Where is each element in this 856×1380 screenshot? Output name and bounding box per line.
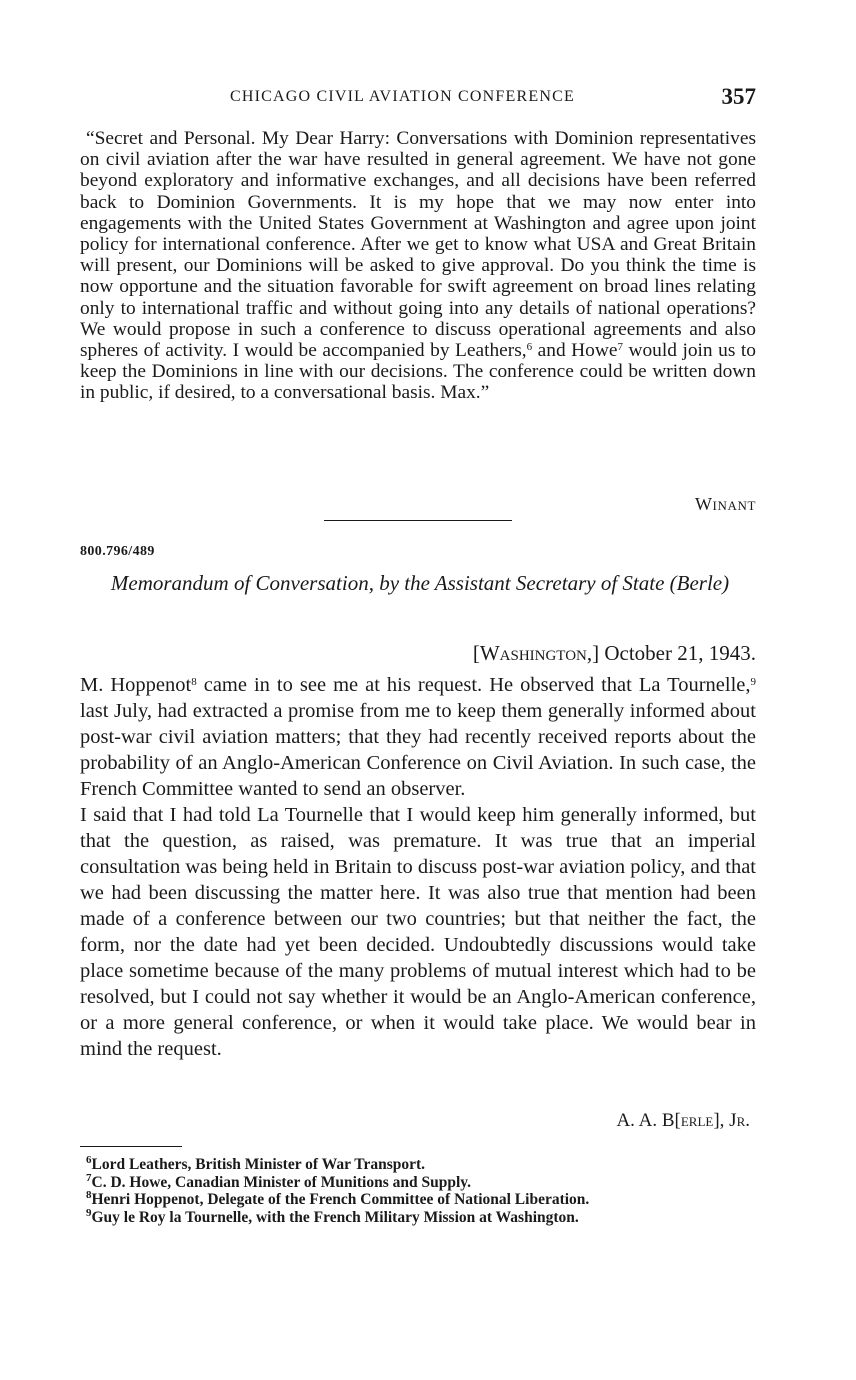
memo-p1-c: last July, had extracted a promise from me to keep them generally informed about post-war civil aviation matters; that they had recently received reports about the probability of an Anglo-American Conference on Civil Aviation. In such case, the French Committee wanted to send an observer. (80, 700, 756, 800)
footnote-marker: 9 (86, 1206, 92, 1219)
footnote-ref-8[interactable]: 8 (191, 676, 197, 688)
running-head (80, 84, 756, 112)
footnote-text: Lord Leathers, British Minister of War Transport. (91, 1156, 426, 1173)
footnote-text: C. D. Howe, Canadian Minister of Munitions and Supply. (91, 1173, 472, 1191)
signature-prefix: A. A. B (616, 1110, 675, 1131)
signature-suffix: , Jr. (719, 1110, 750, 1131)
footnote-6 (80, 1156, 756, 1174)
signature-bracket: [erle] (674, 1110, 720, 1131)
file-number: 800.796/489 (80, 544, 155, 559)
telegram-text-part3: would join us to keep the Dominions in line with our decisions. The conference could be written down in public, if desired, to a conversational basis. Max.” (80, 340, 756, 404)
memo-title: Memorandum of Conversation, by the Assistant Secretary of State (Berle) (110, 571, 730, 595)
footnote-9 (80, 1206, 756, 1227)
footnote-ref-9[interactable]: 9 (750, 676, 757, 688)
footnote-marker: 8 (86, 1189, 92, 1202)
running-title: CHICAGO CIVIL AVIATION CONFERENCE (230, 88, 575, 105)
footnote-rule (80, 1146, 182, 1147)
footnote-marker: 6 (86, 1154, 92, 1166)
memo-signature (616, 1110, 750, 1132)
telegram-text (80, 128, 756, 404)
dateline-date: October 21, 1943. (599, 641, 756, 665)
memo-dateline (473, 641, 756, 666)
footnote-7 (80, 1171, 756, 1192)
memo-p1-b: came in to see me at his request. He observed that La Tournelle, (196, 674, 751, 696)
memo-paragraph-2: I said that I had told La Tournelle that I would keep him generally informed, but that the question, as raised, was premature. It was true that an imperial consultation was being held in Britain to discuss post-war aviation policy, and that we had been discussing the matter here. It was also true that mention had been made of a conference between our two countries; but that neither the fact, the form, nor the date had yet been decided. Undoubtedly discussions would take place sometime because of the many problems of mutual interest which had to be resolved, but I could not say whether it would be an Anglo-American conference, or a more general conference, or when it would take place. We would bear in mind the request. (80, 804, 756, 1060)
page-number: 357 (721, 84, 756, 109)
telegram-signature: Winant (694, 494, 756, 514)
footnote-text: Henri Hoppenot, Delegate of the French Committee of National Liberation. (91, 1191, 590, 1209)
section-separator (324, 520, 512, 521)
footnote-text: Guy le Roy la Tournelle, with the French Military Mission at Washington. (91, 1208, 579, 1226)
footnotes (80, 1156, 756, 1226)
footnote-8 (80, 1191, 756, 1209)
telegram-text-part1: “Secret and Personal. My Dear Harry: Conversations with Dominion representatives on civil aviation after the war have resulted in general agreement. We have not gone beyond exploratory and informative exchanges, and all decisions have been referred back to Dominion Governments. It is my hope that we may now enter into engagements with the United States Government at Washington and agree upon joint policy for international conference. After we get to know what USA and Great Britain will present, our Dominions will be asked to give approval. Do you think the time is now opportune and the situation favorable for swift agreement on broad lines relating only to international traffic and without going into any details of national operations? We would propose in such a conference to discuss operational agreements and also spheres of activity. I would be accompanied by Leathers, (80, 128, 756, 362)
telegram-text-part2: and Howe (532, 340, 618, 362)
memo-p1-a: M. Hoppenot (80, 674, 192, 696)
footnote-ref-6[interactable]: 6 (526, 341, 533, 354)
footnote-marker: 7 (86, 1171, 92, 1184)
memo-body (80, 672, 756, 1062)
dateline-place: [Washington,] (472, 641, 600, 665)
footnote-ref-7[interactable]: 7 (617, 341, 623, 354)
memo-paragraph-1 (80, 672, 756, 802)
